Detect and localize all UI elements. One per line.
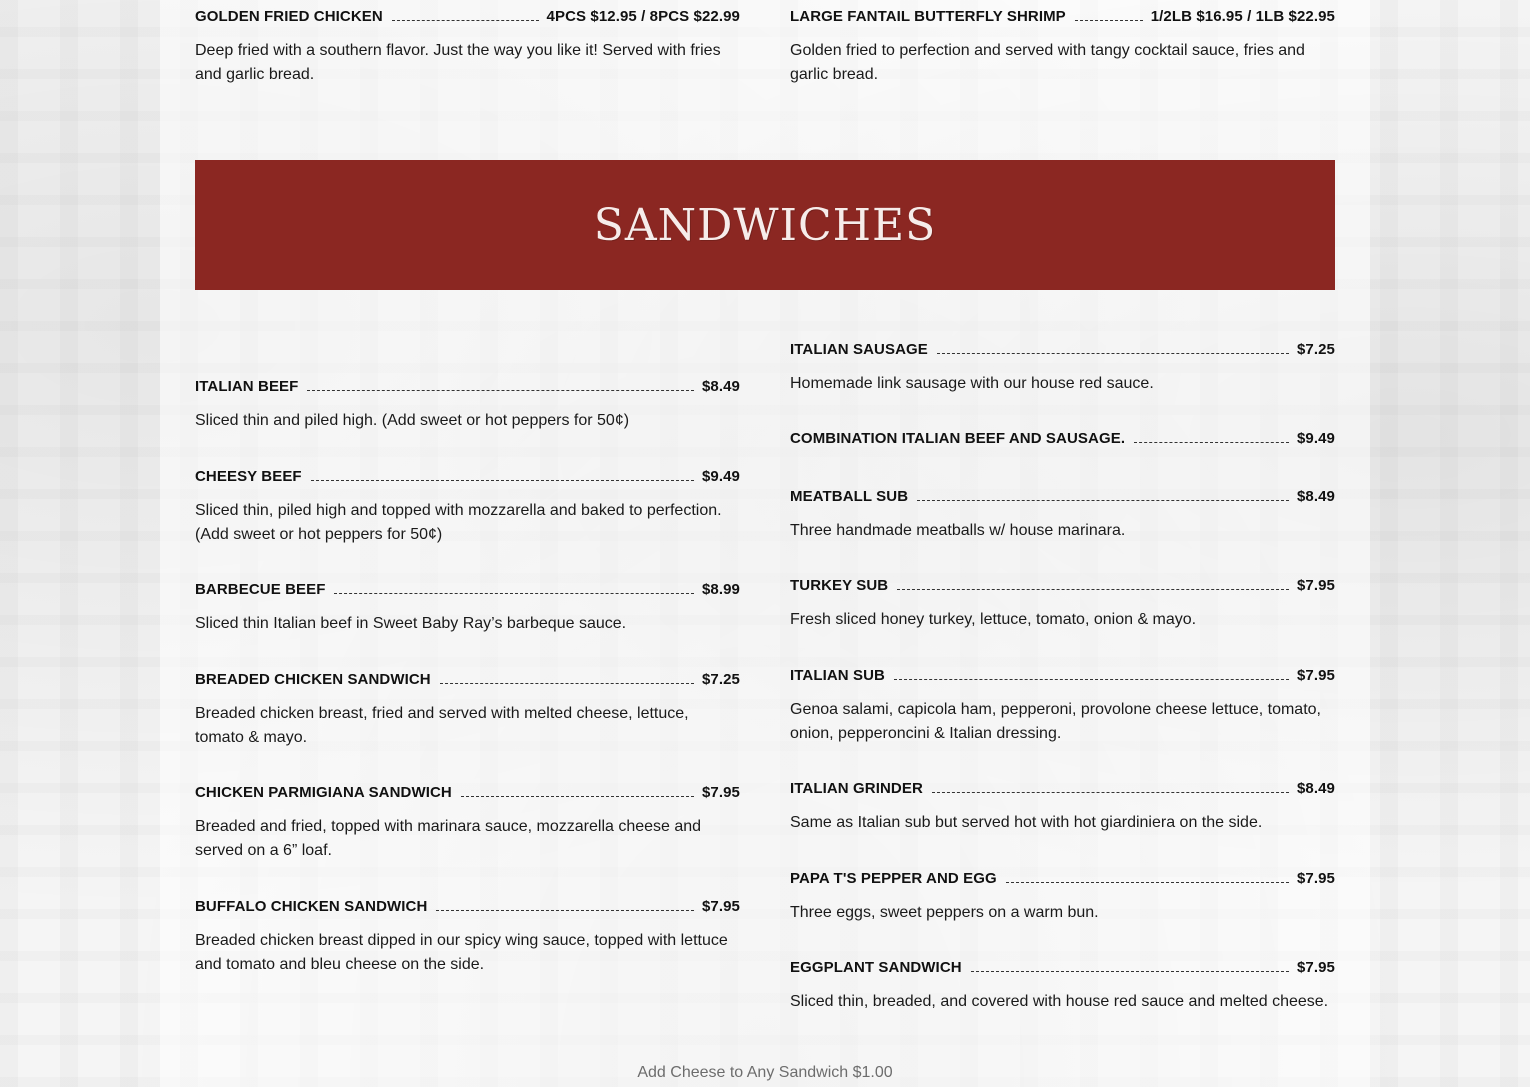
dotted-leader	[307, 389, 694, 391]
dotted-leader	[1006, 881, 1289, 883]
menu-item-price: $7.95	[1296, 959, 1335, 976]
menu-item	[790, 959, 1335, 1014]
dotted-leader	[392, 19, 539, 21]
menu-item-header	[195, 784, 740, 802]
menu-item-description: Fresh sliced honey turkey, lettuce, tomato, onion & mayo.	[790, 611, 1197, 628]
dotted-leader	[897, 588, 1289, 590]
menu-item-price: $9.49	[701, 468, 740, 485]
menu-item-description: Three eggs, sweet peppers on a warm bun.	[790, 904, 1099, 921]
menu-item-name: ITALIAN GRINDER	[790, 780, 923, 797]
menu-item-description: Same as Italian sub but served hot with hot giardiniera on the side.	[790, 814, 1263, 831]
dotted-leader	[436, 909, 694, 911]
dotted-leader	[311, 479, 694, 481]
menu-item-name: BARBECUE BEEF	[195, 581, 326, 598]
menu-item-name: ITALIAN SAUSAGE	[790, 341, 928, 358]
menu-item-name: ITALIAN BEEF	[195, 378, 299, 395]
menu-item-description: Breaded chicken breast, fried and served with melted cheese, lettuce, tomato & mayo.	[195, 705, 689, 746]
menu-item	[195, 898, 740, 977]
menu-item-description: Sliced thin and piled high. (Add sweet or hot peppers for 50¢)	[195, 412, 630, 429]
menu-item	[790, 341, 1335, 396]
menu-item	[790, 870, 1335, 925]
section-title: SANDWICHES	[593, 199, 937, 251]
menu-item-header	[195, 898, 740, 916]
menu-item-header	[790, 488, 1335, 506]
section-banner	[195, 160, 1335, 290]
menu-item-header	[195, 671, 740, 689]
menu-item-header	[195, 468, 740, 486]
menu-item-header	[195, 581, 740, 599]
menu-item-name: COMBINATION ITALIAN BEEF AND SAUSAGE.	[790, 430, 1126, 447]
menu-item-price: 4PCS $12.95 / 8PCS $22.99	[546, 8, 740, 25]
dotted-leader	[917, 499, 1289, 501]
menu-item-description: Sliced thin Italian beef in Sweet Baby Ray’s barbeque sauce.	[195, 615, 627, 632]
menu-item	[790, 780, 1335, 835]
menu-item-name: CHICKEN PARMIGIANA SANDWICH	[195, 784, 452, 801]
menu-item-price: $9.49	[1296, 430, 1335, 447]
menu-item-name: CHEESY BEEF	[195, 468, 302, 485]
menu-item	[790, 577, 1335, 632]
menu-item-name: EGGPLANT SANDWICH	[790, 959, 962, 976]
menu-item-header	[790, 430, 1335, 448]
menu-item-name: BUFFALO CHICKEN SANDWICH	[195, 898, 428, 915]
menu-item	[790, 8, 1335, 87]
dotted-leader	[971, 970, 1289, 972]
dotted-leader	[1134, 441, 1289, 443]
menu-item-name: TURKEY SUB	[790, 577, 889, 594]
menu-item-price: $7.25	[701, 671, 740, 688]
menu-item-price: $7.95	[1296, 870, 1335, 887]
menu-item-price: $7.95	[701, 784, 740, 801]
menu-item	[195, 671, 740, 750]
menu-item-price: $7.25	[1296, 341, 1335, 358]
dotted-leader	[334, 592, 693, 594]
menu-item-description: Genoa salami, capicola ham, pepperoni, provolone cheese lettuce, tomato, onion, pepperoncini & Italian dressing.	[790, 701, 1321, 742]
dotted-leader	[1075, 19, 1143, 21]
dotted-leader	[461, 795, 694, 797]
menu-item-description: Sliced thin, breaded, and covered with house red sauce and melted cheese.	[790, 993, 1329, 1010]
menu-item-description: Golden fried to perfection and served with tangy cocktail sauce, fries and garlic bread.	[790, 42, 1305, 83]
dotted-leader	[937, 352, 1289, 354]
menu-item	[195, 581, 740, 636]
menu-item	[195, 784, 740, 863]
menu-item-name: MEATBALL SUB	[790, 488, 909, 505]
menu-item-name: PAPA T'S PEPPER AND EGG	[790, 870, 997, 887]
menu-item-price: $7.95	[1296, 667, 1335, 684]
menu-item-description: Breaded chicken breast dipped in our spicy wing sauce, topped with lettuce and tomato and bleu cheese on the side.	[195, 932, 728, 973]
menu-item	[790, 430, 1335, 448]
menu-item-description: Homemade link sausage with our house red sauce.	[790, 375, 1154, 392]
menu-item-header	[195, 8, 740, 26]
menu-item-price: $7.95	[1296, 577, 1335, 594]
dotted-leader	[894, 678, 1289, 680]
menu-item-description: Deep fried with a southern flavor. Just the way you like it! Served with fries and garlic bread.	[195, 42, 721, 83]
menu-item-header	[790, 341, 1335, 359]
menu-item-name: LARGE FANTAIL BUTTERFLY SHRIMP	[790, 8, 1066, 25]
menu-item-price: $8.49	[1296, 488, 1335, 505]
menu-item-price: $8.99	[701, 581, 740, 598]
menu-item-price: $8.49	[1296, 780, 1335, 797]
menu-item-name: BREADED CHICKEN SANDWICH	[195, 671, 431, 688]
menu-item-header	[195, 378, 740, 396]
menu-item-description: Three handmade meatballs w/ house marinara.	[790, 522, 1126, 539]
menu-item	[195, 8, 740, 87]
menu-item-header	[790, 870, 1335, 888]
menu-item	[195, 468, 740, 547]
menu-item-price: 1/2LB $16.95 / 1LB $22.95	[1150, 8, 1335, 25]
menu-item-description: Breaded and fried, topped with marinara sauce, mozzarella cheese and served on a 6” loaf.	[195, 818, 702, 859]
dotted-leader	[932, 791, 1289, 793]
menu-item-header	[790, 8, 1335, 26]
menu-item-description: Sliced thin, piled high and topped with mozzarella and baked to perfection. (Add sweet or hot peppers for 50¢)	[195, 502, 722, 543]
menu-item-price: $7.95	[701, 898, 740, 915]
menu-item-header	[790, 577, 1335, 595]
menu-item	[195, 378, 740, 433]
menu-item-header	[790, 667, 1335, 685]
menu-item	[790, 667, 1335, 746]
menu-item-price: $8.49	[701, 378, 740, 395]
menu-item-name: ITALIAN SUB	[790, 667, 885, 684]
menu-item	[790, 488, 1335, 543]
menu-item-header	[790, 959, 1335, 977]
footer-note: Add Cheese to Any Sandwich $1.00	[637, 1064, 893, 1081]
dotted-leader	[440, 682, 694, 684]
menu-item-name: GOLDEN FRIED CHICKEN	[195, 8, 383, 25]
menu-item-header	[790, 780, 1335, 798]
